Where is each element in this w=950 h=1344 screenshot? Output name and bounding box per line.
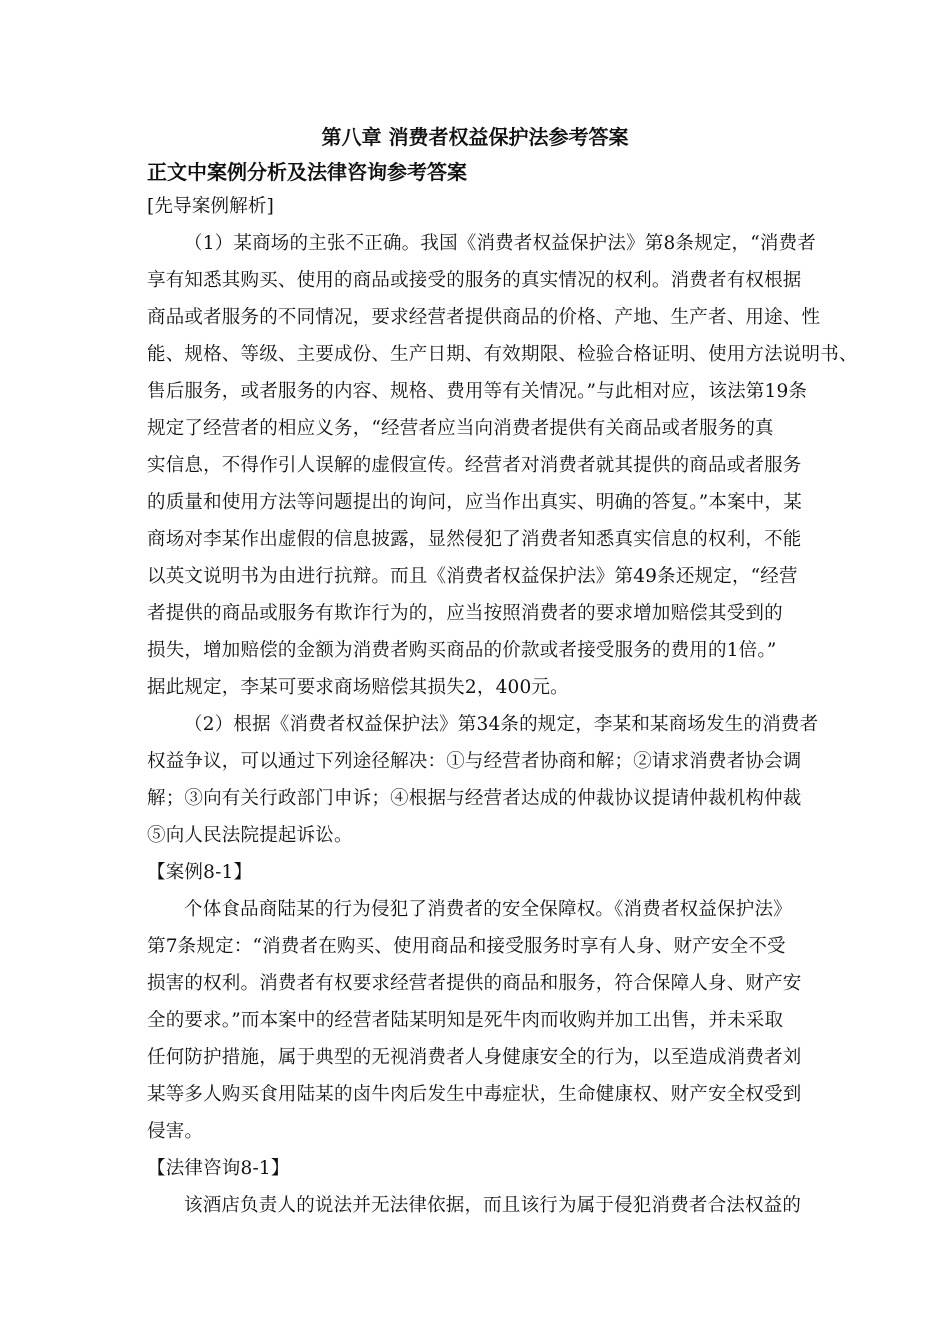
paragraph-line: 享有知悉其购买、使用的商品或接受的服务的真实情况的权利。消费者有权根据 — [147, 270, 802, 291]
page-title: 第八章 消费者权益保护法参考答案 — [321, 125, 629, 149]
section-subtitle: 正文中案例分析及法律咨询参考答案 — [147, 160, 467, 184]
paragraph-line: ⑤向人民法院提起诉讼。 — [147, 825, 353, 846]
paragraph-line: 售后服务，或者服务的内容、规格、费用等有关情况。”与此相对应，该法第19条 — [147, 381, 808, 402]
document-body — [147, 188, 858, 1224]
paragraph-line: （2）根据《消费者权益保护法》第34条的规定，李某和某商场发生的消费者 — [184, 714, 819, 735]
paragraph-line: 权益争议，可以通过下列途径解决：①与经营者协商和解；②请求消费者协会调 — [147, 751, 802, 772]
paragraph-line: 个体食品商陆某的行为侵犯了消费者的安全保障权。《消费者权益保护法》 — [184, 899, 792, 920]
section-heading: [先导案例解析] — [147, 196, 275, 217]
paragraph-line: 商场对李某作出虚假的信息披露，显然侵犯了消费者知悉真实信息的权利，不能 — [147, 529, 802, 550]
paragraph-line: 损害的权利。消费者有权要求经营者提供的商品和服务，符合保障人身、财产安 — [147, 973, 802, 994]
paragraph-line: （1）某商场的主张不正确。我国《消费者权益保护法》第8条规定，“消费者 — [184, 233, 817, 254]
paragraph-line: 该酒店负责人的说法并无法律依据，而且该行为属于侵犯消费者合法权益的 — [184, 1195, 802, 1216]
paragraph-line: 任何防护措施，属于典型的无视消费者人身健康安全的行为，以至造成消费者刘 — [147, 1047, 802, 1068]
paragraph-line: 第7条规定：“消费者在购买、使用商品和接受服务时享有人身、财产安全不受 — [147, 936, 786, 957]
paragraph-line: 解；③向有关行政部门申诉；④根据与经营者达成的仲裁协议提请仲裁机构仲裁 — [147, 788, 802, 809]
paragraph-line: 的质量和使用方法等问题提出的询问，应当作出真实、明确的答复。”本案中，某 — [147, 492, 802, 513]
paragraph-line: 侵害。 — [147, 1121, 204, 1142]
section-heading: 【案例8-1】 — [147, 862, 253, 883]
paragraph-line: 全的要求。”而本案中的经营者陆某明知是死牛肉而收购并加工出售，并未采取 — [147, 1010, 784, 1031]
paragraph-line: 损失，增加赔偿的金额为消费者购买商品的价款或者接受服务的费用的1倍。” — [147, 640, 777, 661]
paragraph-line: 以英文说明书为由进行抗辩。而且《消费者权益保护法》第49条还规定，“经营 — [147, 566, 798, 587]
section-heading: 【法律咨询8-1】 — [147, 1158, 290, 1179]
paragraph-line: 据此规定，李某可要求商场赔偿其损失2，400元。 — [147, 677, 569, 698]
paragraph-line: 商品或者服务的不同情况，要求经营者提供商品的价格、产地、生产者、用途、性 — [147, 307, 821, 328]
paragraph-line: 实信息，不得作引人误解的虚假宣传。经营者对消费者就其提供的商品或者服务 — [147, 455, 802, 476]
paragraph-line: 能、规格、等级、主要成份、生产日期、有效期限、检验合格证明、使用方法说明书、 — [147, 344, 858, 365]
paragraph-line: 某等多人购买食用陆某的卤牛肉后发生中毒症状，生命健康权、财产安全权受到 — [147, 1084, 802, 1105]
paragraph-line: 规定了经营者的相应义务，“经营者应当向消费者提供有关商品或者服务的真 — [147, 418, 774, 439]
paragraph-line: 者提供的商品或服务有欺诈行为的，应当按照消费者的要求增加赔偿其受到的 — [147, 603, 783, 624]
